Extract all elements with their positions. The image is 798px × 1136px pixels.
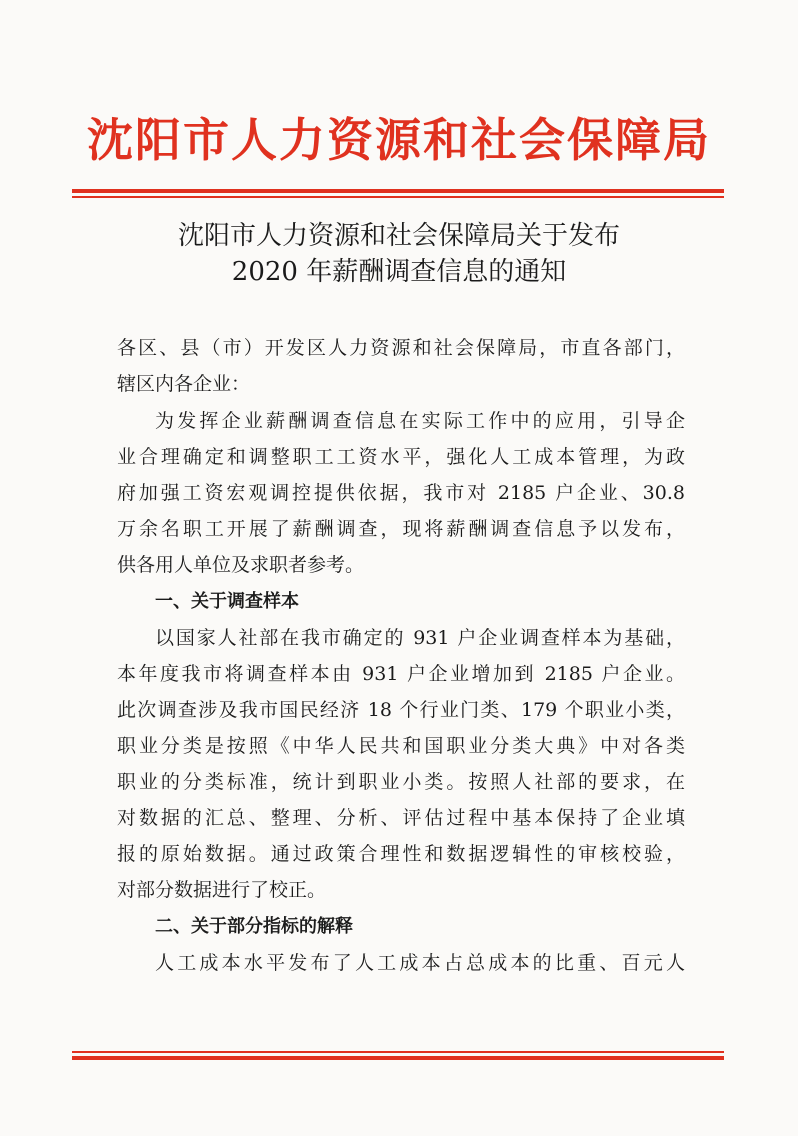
section1-line-3: 此次调查涉及我市国民经济 18 个行业门类、179 个职业小类， [117,699,685,721]
letterhead-rule-thin [72,196,724,198]
section1-line-1: 以国家人社部在我市确定的 931 户企业调查样本为基础， [155,627,685,649]
intro-line-4: 万余名职工开展了薪酬调查，现将薪酬调查信息予以发布， [117,518,685,540]
document-title-line-1: 沈阳市人力资源和社会保障局关于发布 [177,221,620,251]
intro-line-3: 府加强工资宏观调控提供依据，我市对 2185 户企业、30.8 [117,482,685,504]
footer-rule-thick [72,1056,724,1060]
letterhead-rule-thick [72,189,724,193]
letterhead-org-name: 沈阳市人力资源和社会保障局 [87,113,711,167]
salutation-line-1: 各区、县（市）开发区人力资源和社会保障局，市直各部门， [117,337,685,359]
intro-line-2: 业合理确定和调整职工工资水平，强化人工成本管理，为政 [117,446,685,468]
document-title-line-2: 2020 年薪酬调查信息的通知 [231,257,567,287]
section1-line-8: 对部分数据进行了校正。 [117,879,327,901]
salutation-line-2: 辖区内各企业： [117,373,251,395]
section1-line-5: 职业的分类标准，统计到职业小类。按照人社部的要求，在 [117,771,685,793]
section2-line-1: 人工成本水平发布了人工成本占总成本的比重、百元人 [155,952,685,974]
footer-rule-thin [72,1051,724,1053]
intro-line-1: 为发挥企业薪酬调查信息在实际工作中的应用，引导企 [155,410,685,432]
section-heading-1: 一、关于调查样本 [155,591,299,612]
section1-line-7: 报的原始数据。通过政策合理性和数据逻辑性的审核校验， [117,843,685,865]
section1-line-4: 职业分类是按照《中华人民共和国职业分类大典》中对各类 [117,735,685,757]
section1-line-2: 本年度我市将调查样本由 931 户企业增加到 2185 户企业。 [117,663,685,685]
section1-line-6: 对数据的汇总、整理、分析、评估过程中基本保持了企业填 [117,807,685,829]
intro-line-5: 供各用人单位及求职者参考。 [117,554,365,576]
section-heading-2: 二、关于部分指标的解释 [155,916,353,937]
